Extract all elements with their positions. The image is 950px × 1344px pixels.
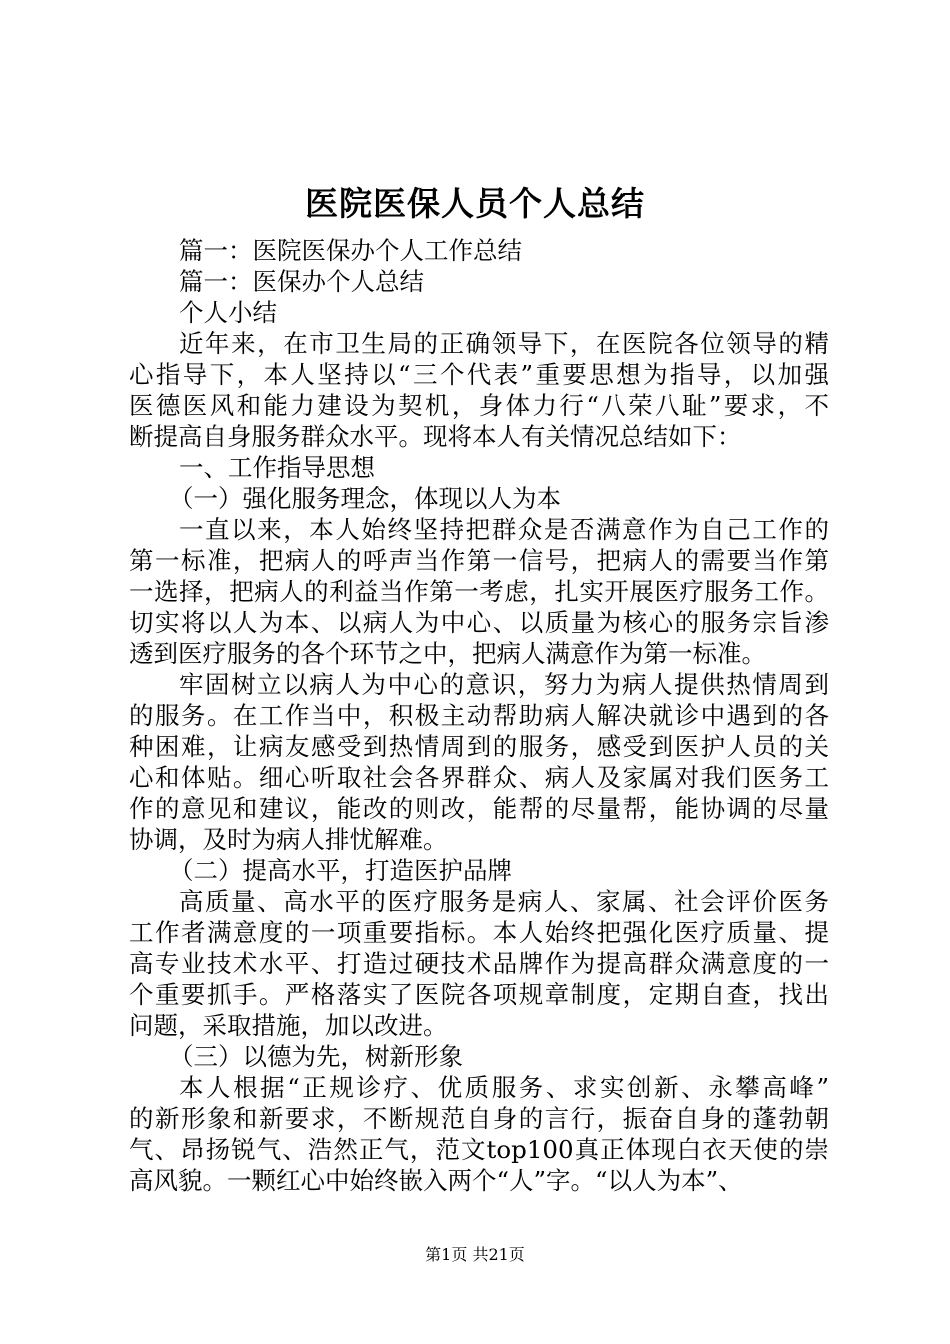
paragraph-line: 问题，采取措施，加以改进。: [129, 1011, 448, 1040]
paragraph-line: 作的意见和建议，能改的则改，能帮的尽量帮，能协调的尽量: [129, 794, 829, 823]
section-heading: 篇一：医院医保办个人工作总结: [179, 236, 522, 265]
paragraph-line: 种困难，让病友感受到热情周到的服务，感受到医护人员的关: [129, 732, 829, 761]
page-number-footer: 第1页 共21页: [425, 1245, 525, 1264]
paragraph-line: 牢固树立以病人为中心的意识，努力为病人提供热情周到: [179, 670, 829, 699]
document-body: [129, 235, 829, 1196]
section-heading: 一、工作指导思想: [179, 453, 375, 482]
subsection-heading: （二）提高水平，打造医护品牌: [169, 856, 512, 885]
paragraph-line: 工作者满意度的一项重要指标。本人始终把强化医疗质量、提: [129, 918, 829, 947]
paragraph-line: 一直以来，本人始终坚持把群众是否满意作为自己工作的: [179, 515, 829, 544]
paragraph-line: 切实将以人为本、以病人为中心、以质量为核心的服务宗旨渗: [129, 608, 829, 637]
paragraph-line: 气、昂扬锐气、浩然正气，范文top100真正体现白衣天使的崇: [129, 1135, 829, 1164]
paragraph-line: 医德医风和能力建设为契机，身体力行“八荣八耻”要求，不: [129, 391, 829, 420]
section-heading: 篇一：医保办个人总结: [179, 267, 424, 296]
paragraph-line: 近年来，在市卫生局的正确领导下，在医院各位领导的精: [179, 329, 829, 358]
paragraph-line: 高专业技术水平、打造过硬技术品牌作为提高群众满意度的一: [129, 949, 829, 978]
paragraph-line: 第一标准，把病人的呼声当作第一信号，把病人的需要当作第: [129, 546, 829, 575]
paragraph-line: 的新形象和新要求，不断规范自身的言行，振奋自身的蓬勃朝: [129, 1104, 829, 1133]
section-heading: 个人小结: [179, 298, 277, 327]
document-title: 医院医保人员个人总结: [305, 184, 645, 223]
paragraph-line: 的服务。在工作当中，积极主动帮助病人解决就诊中遇到的各: [129, 701, 829, 730]
paragraph-line: 本人根据“正规诊疗、优质服务、求实创新、永攀高峰”: [179, 1073, 829, 1102]
paragraph-line: 协调，及时为病人排忧解难。: [129, 825, 448, 854]
paragraph-line: 心指导下，本人坚持以“三个代表”重要思想为指导，以加强: [129, 360, 829, 389]
paragraph-line: 一选择，把病人的利益当作第一考虑，扎实开展医疗服务工作。: [129, 577, 829, 606]
paragraph-line: 个重要抓手。严格落实了医院各项规章制度，定期自查，找出: [129, 980, 829, 1009]
paragraph-line: 高质量、高水平的医疗服务是病人、家属、社会评价医务: [179, 887, 829, 916]
paragraph-line: 断提高自身服务群众水平。现将本人有关情况总结如下：: [129, 422, 742, 451]
subsection-heading: （一）强化服务理念，体现以人为本: [169, 484, 561, 513]
subsection-heading: （三）以德为先，树新形象: [169, 1042, 463, 1071]
paragraph-line: 高风貌。一颗红心中始终嵌入两个“人”字。“以人为本”、: [129, 1166, 743, 1195]
paragraph-line: 心和体贴。细心听取社会各界群众、病人及家属对我们医务工: [129, 763, 829, 792]
paragraph-line: 透到医疗服务的各个环节之中，把病人满意作为第一标准。: [129, 639, 766, 668]
